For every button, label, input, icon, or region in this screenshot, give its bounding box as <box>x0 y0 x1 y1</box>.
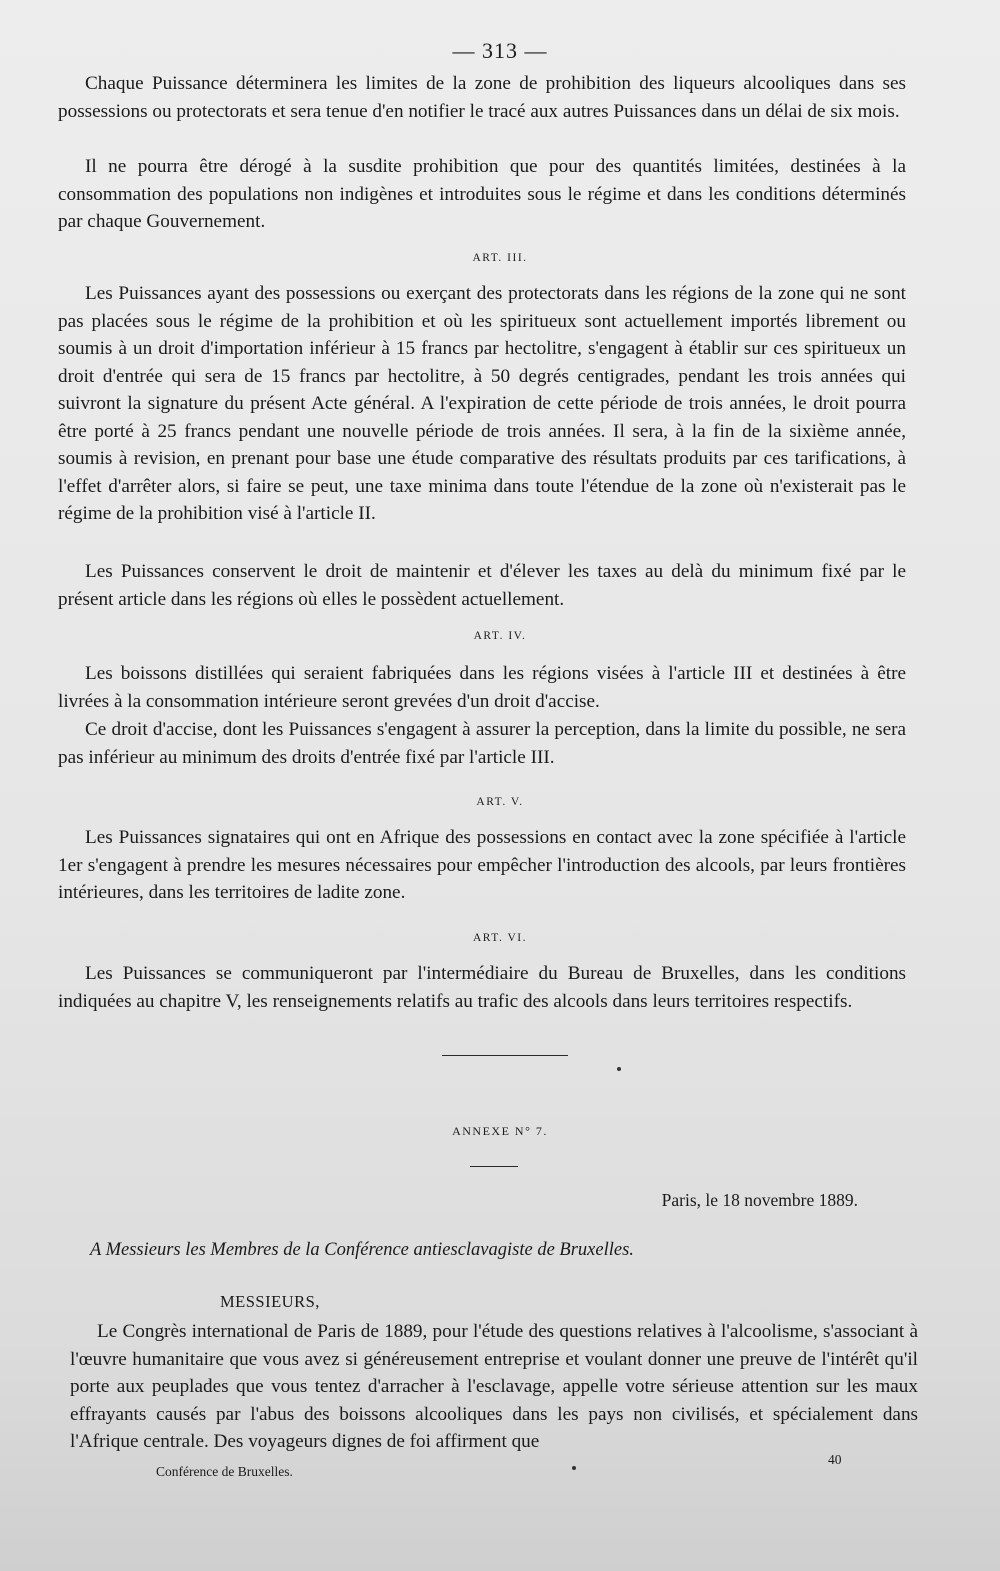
art2-paragraph-1: Chaque Puissance déterminera les limites de la zone de prohibition des liqueurs alcooliques dans ses possessions ou protectorats et sera tenue d'en notifier le tracé aux autres Puissances dans un délai de six mois. <box>58 73 906 122</box>
art6-paragraph-1: Les Puissances se communiqueront par l'intermédiaire du Bureau de Bruxelles, dans les conditions indiquées au chapitre V, les renseignements relatifs au trafic des alcools dans leurs territoires respectifs. <box>58 963 906 1012</box>
ink-speck <box>617 1067 621 1071</box>
art4-heading: ART. IV. <box>473 630 527 642</box>
letter-addressee: A Messieurs les Membres de la Conférence antiesclavagiste de Bruxelles. <box>90 1240 634 1260</box>
art3-paragraph-1: Les Puissances ayant des possessions ou exerçant des protectorats dans les régions de la zone qui ne sont pas placées sous le régime de la prohibition et où les spiritueux sont actuellement importés librement ou soumis à un droit d'importation inférieur à 15 francs par hectolitre, s'engagent à établir sur ces spiritueux un droit d'entrée qui sera de 15 francs par hectolitre, à 50 degrés centigrades, pendant les trois années qui suivront la signature du présent Acte général. A l'expiration de cette période de trois années, le droit pourra être porté à 25 francs pendant une nouvelle période de trois années. Il sera, à la fin de la sixième année, soumis à revision, en prenant pour base une étude comparative des résultats produits par ces tarifications, à l'effet d'arrêter alors, si faire se peut, une taxe minima dans toute l'étendue de la zone où n'existerait pas le régime de la prohibition visé à l'article II. <box>58 283 906 524</box>
section-divider-rule <box>442 1055 568 1056</box>
footer-source: Conférence de Bruxelles. <box>156 1464 293 1479</box>
annexe-divider-rule <box>470 1166 518 1167</box>
letter-date: Paris, le 18 novembre 1889. <box>661 1190 858 1210</box>
art4-paragraph-1: Les boissons distillées qui seraient fabriquées dans les régions visées à l'article III et destinées à être livrées à la consommation intérieure seront grevées d'un droit d'accise. <box>58 663 906 712</box>
art3-paragraph-2: Les Puissances conservent le droit de maintenir et d'élever les taxes au delà du minimum fixé par le présent article dans les régions où elles le possèdent actuellement. <box>58 561 906 610</box>
art5-paragraph-1: Les Puissances signataires qui ont en Afrique des possessions en contact avec la zone spécifiée à l'article 1er s'engagent à prendre les mesures nécessaires pour empêcher l'introduction des alcools, par leurs frontières intérieures, dans les territoires de ladite zone. <box>58 827 906 903</box>
art4-paragraph-2: Ce droit d'accise, dont les Puissances s'engagent à assurer la perception, dans la limite du possible, ne sera pas inférieur au minimum des droits d'entrée fixé par l'article III. <box>58 719 906 768</box>
footer-signature-number: 40 <box>828 1452 842 1467</box>
art5-heading: ART. V. <box>476 796 524 808</box>
art3-heading: ART. III. <box>472 252 528 264</box>
art2-paragraph-2: Il ne pourra être dérogé à la susdite prohibition que pour des quantités limitées, destinées à la consommation des populations non indigènes et introduites sous le régime et dans les conditions déterminés par chaque Gouvernement. <box>58 156 906 232</box>
annexe-heading: ANNEXE N° 7. <box>452 1124 548 1138</box>
art6-heading: ART. VI. <box>472 932 527 944</box>
ink-speck-footer <box>572 1466 576 1470</box>
letter-paragraph-1: Le Congrès international de Paris de 1889, pour l'étude des questions relatives à l'alcoolisme, s'associant à l'œuvre humanitaire que vous avez si généreusement entreprise et voulant donner une preuve de l'intérêt qu'il porte aux peuplades que vous tentez d'arracher à l'esclavage, appelle votre sérieuse attention sur les maux effrayants causés par l'abus des boissons alcooliques dans les pays non civilisés, et spécialement dans l'Afrique centrale. Des voyageurs dignes de foi affirment que <box>70 1321 918 1452</box>
letter-greeting: MESSIEURS, <box>220 1292 320 1311</box>
page-number: — 313 — <box>452 38 548 63</box>
